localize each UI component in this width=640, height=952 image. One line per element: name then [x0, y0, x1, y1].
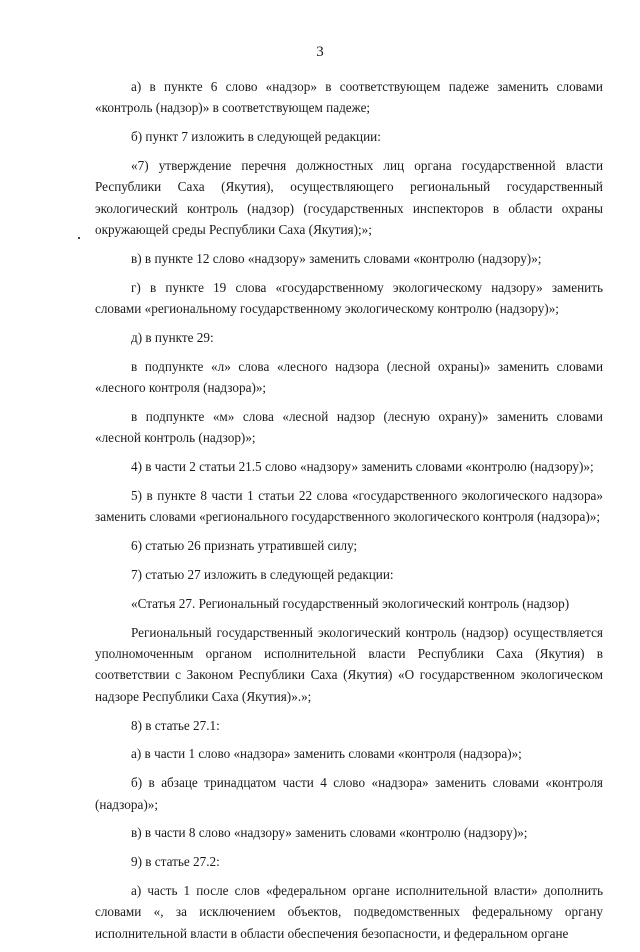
paragraph: «7) утверждение перечня должностных лиц органа государственной власти Республики Саха (Якутия), осуществляющего региональный государственный экологический контроль (надзор) (государственных инспекторов в области охраны окружающей среды Республики Саха (Якутия);»; — [95, 158, 603, 238]
paragraph: в) в пункте 12 слово «надзору» заменить словами «контролю (надзору)»; — [131, 251, 542, 267]
paragraph: г) в пункте 19 слова «государственному экологическому надзору» заменить словами «региональному государственному экологическому контролю (надзору)»; — [95, 279, 603, 317]
paragraph: 6) статью 26 признать утратившей силу; — [131, 538, 358, 554]
paragraph: 5) в пункте 8 части 1 статьи 22 слова «государственного экологического надзора» заменить словами «регионального государственного экологического контроля (надзора)»; — [95, 488, 603, 525]
page-number: 3 — [316, 44, 324, 60]
paragraph: в подпункте «м» слова «лесной надзор (лесную охрану)» заменить словами «лесной контроль (надзор)»; — [95, 409, 603, 446]
paragraph: д) в пункте 29: — [131, 330, 214, 346]
paragraph: в подпункте «л» слова «лесного надзора (лесной охраны)» заменить словами «лесного контроля (надзора)»; — [95, 358, 603, 396]
paragraph: в) в части 8 слово «надзору» заменить словами «контролю (надзору)»; — [131, 825, 528, 841]
paragraph: 7) статью 27 изложить в следующей редакции: — [131, 567, 394, 583]
paragraph: а) часть 1 после слов «федеральном органе исполнительной власти» дополнить словами «, за исключением объектов, подведомственных федеральному органу исполнительной власти в области обеспечения безопасности, и федеральном органе — [95, 883, 603, 941]
paragraph: «Статья 27. Региональный государственный экологический контроль (надзор) — [131, 595, 570, 611]
paragraph: 9) в статье 27.2: — [131, 854, 220, 870]
paragraph: б) в абзаце тринадцатом части 4 слово «надзора» заменить словами «контроля (надзора)»; — [95, 775, 603, 812]
paragraph: а) в части 1 слово «надзора» заменить словами «контроля (надзора)»; — [131, 746, 522, 762]
paragraph: а) в пункте 6 слово «надзор» в соответствующем падеже заменить словами «контроль (надзор)» в соответствующем падеже; — [95, 79, 603, 116]
document-body — [95, 76, 603, 952]
paragraph: Региональный государственный экологический контроль (надзор) осуществляется уполномоченным органом исполнительной власти Республики Саха (Якутия) в соответствии с Законом Республики Саха (Якутия) «О государственном экологическом надзоре Республики Саха (Якутия)».»; — [95, 624, 603, 704]
paragraph: 4) в части 2 статьи 21.5 слово «надзору» заменить словами «контролю (надзору)»; — [131, 459, 594, 475]
paragraph: 8) в статье 27.1: — [131, 717, 220, 733]
paragraph: б) пункт 7 изложить в следующей редакции: — [131, 129, 381, 145]
margin-mark — [78, 237, 80, 239]
